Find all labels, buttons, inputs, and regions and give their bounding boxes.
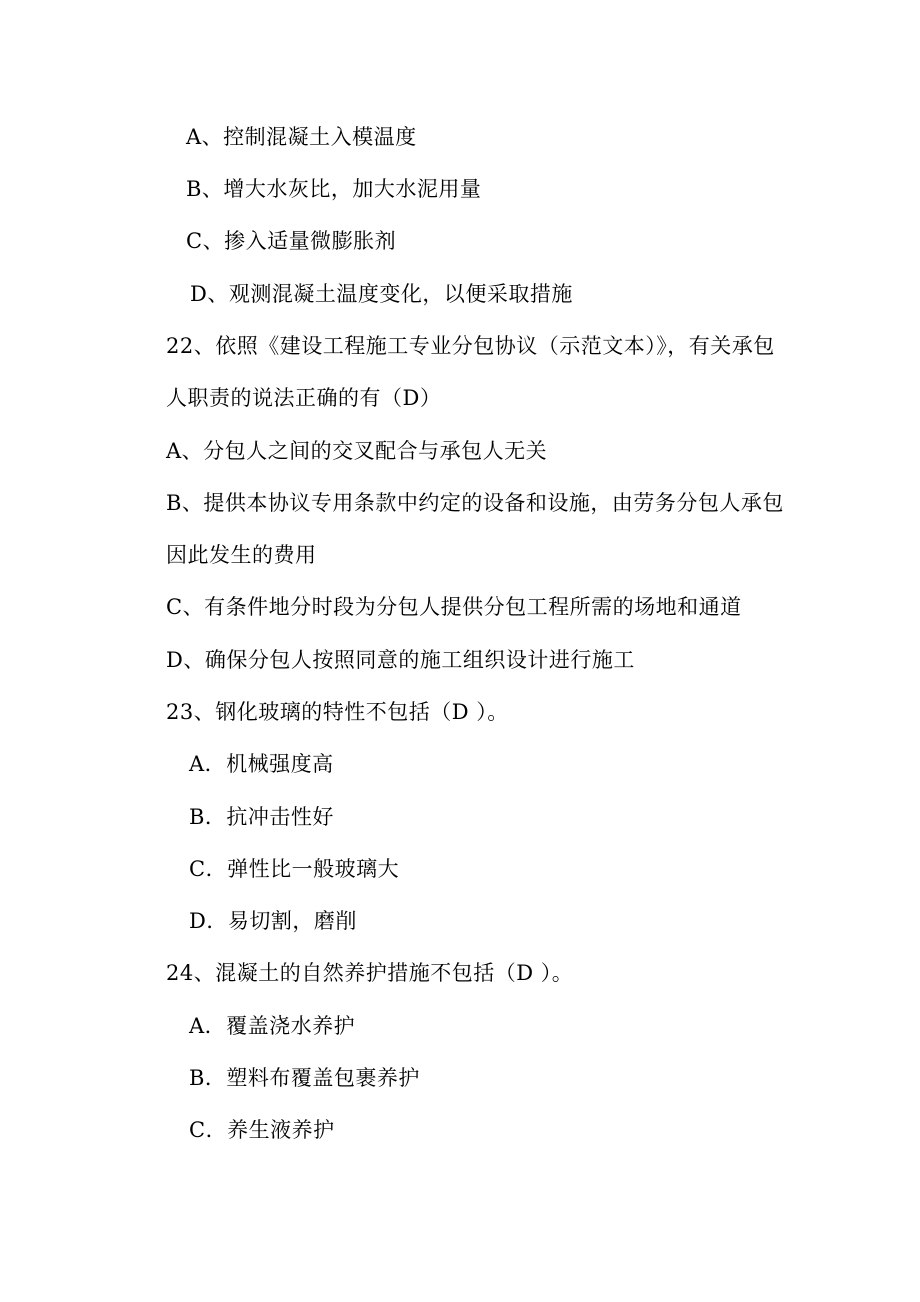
q22-option-b-line2: 因此发生的费用 xyxy=(166,543,317,567)
q24-option-c: C．养生液养护 xyxy=(189,1118,335,1142)
q24-question: 24、混凝土的自然养护措施不包括（D ）。 xyxy=(166,961,574,985)
q24-option-b: B．塑料布覆盖包裹养护 xyxy=(189,1066,420,1090)
q22-option-d: D、确保分包人按照同意的施工组织设计进行施工 xyxy=(166,648,635,672)
q22-question-line1: 22、依照《建设工程施工专业分包协议（示范文本）》，有关承包 xyxy=(166,334,775,358)
q22-option-c: C、有条件地分时段为分包人提供分包工程所需的场地和通道 xyxy=(166,595,742,619)
q24-option-a: A．覆盖浇水养护 xyxy=(189,1014,356,1038)
q23-option-c: C．弹性比一般玻璃大 xyxy=(189,857,400,881)
q21-option-a: A、控制混凝土入模温度 xyxy=(186,125,417,149)
q23-option-a: A．机械强度高 xyxy=(189,752,334,776)
q21-option-b: B、增大水灰比，加大水泥用量 xyxy=(186,177,482,201)
q22-question-line2: 人职责的说法正确的有（D） xyxy=(166,386,442,410)
q23-option-d: D．易切割，磨削 xyxy=(189,909,357,933)
q23-question: 23、钢化玻璃的特性不包括（D ）。 xyxy=(166,700,509,724)
q21-option-c: C、掺入适量微膨胀剂 xyxy=(186,229,397,253)
q22-option-b-line1: B、提供本协议专用条款中约定的设备和设施，由劳务分包人承包 xyxy=(166,491,784,515)
q21-option-d: D、观测混凝土温度变化，以便采取措施 xyxy=(190,282,573,306)
q22-option-a: A、分包人之间的交叉配合与承包人无关 xyxy=(166,439,548,463)
q23-option-b: B．抗冲击性好 xyxy=(189,805,334,829)
